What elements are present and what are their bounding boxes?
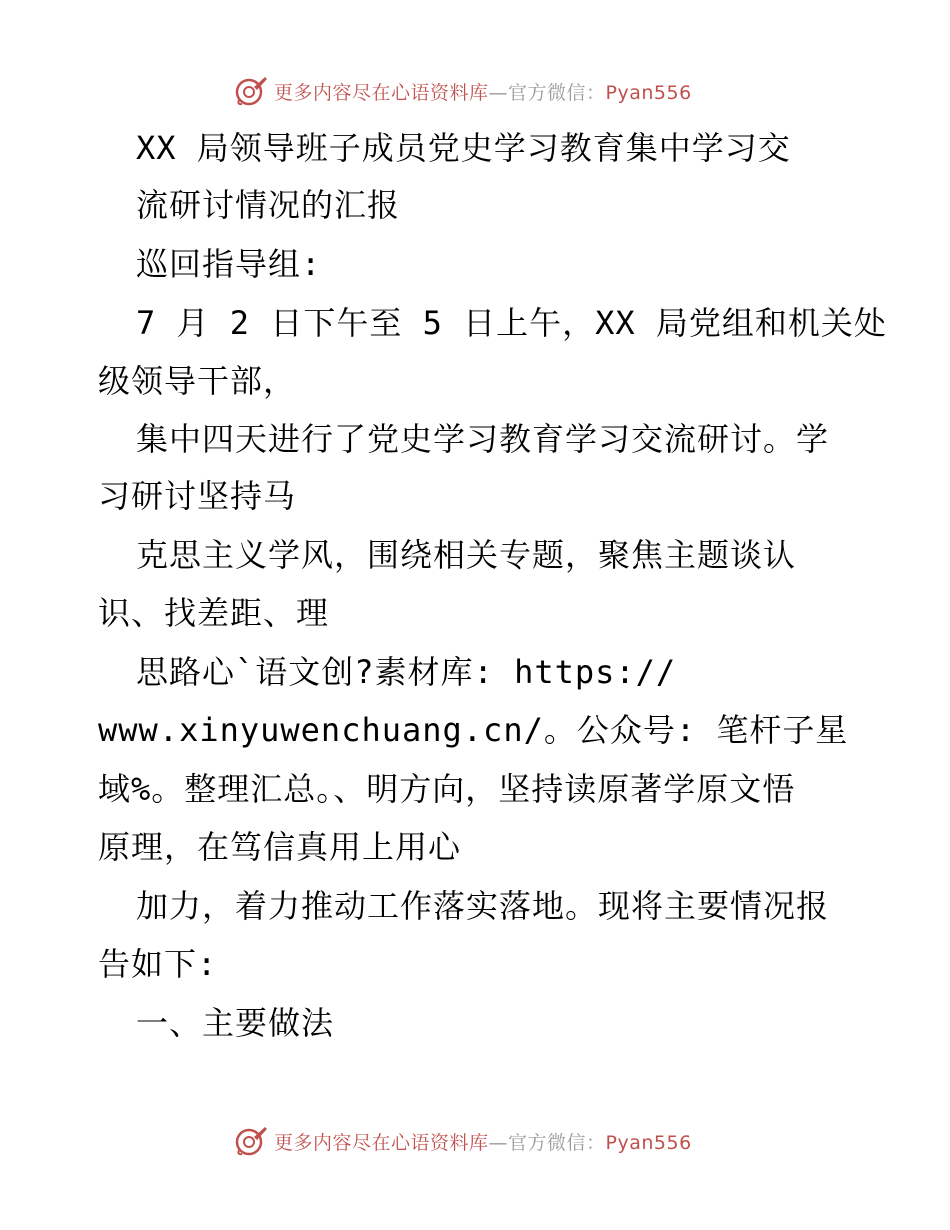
doc-line-url: www.xinyuwenchuang.cn/。公众号: 笔杆子星 (98, 711, 849, 749)
doc-line-title-2: 流研讨情况的汇报 (136, 186, 401, 224)
footer-dash: — (488, 1131, 509, 1154)
doc-line: 思路心`语文创?素材库: https:// (136, 653, 677, 691)
footer-banner (0, 1120, 950, 1160)
doc-line: 原理，在笃信真用上用心 (98, 828, 462, 866)
header-brand: 更多内容尽在心语资料库 (274, 81, 489, 104)
footer-brand: 更多内容尽在心语资料库 (274, 1131, 489, 1154)
doc-line: 告如下: (98, 945, 218, 983)
doc-line: 识、找差距、理 (98, 594, 330, 632)
doc-line: 域%。整理汇总。、明方向，坚持读原著学原文悟 (98, 770, 796, 808)
doc-line: 集中四天进行了党史学习教育学习交流研讨。学 (136, 420, 830, 458)
header-dash: — (488, 81, 509, 104)
header-handle: Pyan556 (605, 81, 692, 104)
pen-logo-icon (234, 1124, 268, 1158)
header-label: 官方微信： (508, 81, 606, 104)
footer-label: 官方微信： (508, 1131, 606, 1154)
doc-line: 习研讨坚持马 (98, 477, 297, 515)
doc-line: 级领导干部， (98, 362, 297, 400)
doc-line: 加力，着力推动工作落实落地。现将主要情况报 (136, 887, 830, 925)
doc-line: 克思主义学风，围绕相关专题，聚焦主题谈认 (136, 536, 797, 574)
footer-text (274, 1128, 692, 1155)
doc-line: 7 月 2 日下午至 5 日上午，XX 局党组和机关处 (136, 304, 887, 342)
doc-line-salutation: 巡回指导组: (136, 245, 322, 283)
doc-line-section-heading: 一、主要做法 (136, 1004, 335, 1042)
footer-handle: Pyan556 (605, 1131, 692, 1154)
doc-line-title-1: XX 局领导班子成员党史学习教育集中学习交 (136, 129, 791, 167)
